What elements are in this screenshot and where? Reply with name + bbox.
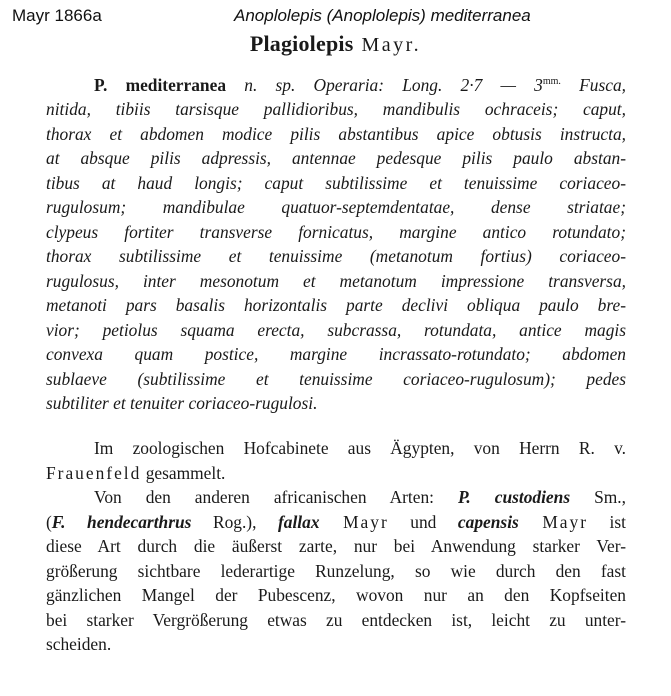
citation-header (12, 6, 659, 30)
paragraph-line: (F. hendecarthrus Rog.), fallax Mayr und capensis Mayr ist (46, 511, 626, 532)
description-line: rugulosus, inter mesonotum et metanotum impressione transversa, (46, 270, 626, 291)
description-line: thorax et abdomen modice pilis abstantibus apice obtusis instructa, (46, 123, 626, 144)
citation-label: Mayr 1866a (12, 6, 102, 25)
species-name: P. mediterranea (94, 74, 227, 95)
collector-name: Frauenfeld (46, 462, 142, 483)
genus-heading (0, 31, 671, 57)
description-line: P. mediterranea n. sp. Operaria: Long. 2·7 — $3^{mm.}$ Fusca, (46, 70, 626, 97)
description-line: convexa quam postice, margine incrassato-rotundato; abdomen (46, 344, 626, 365)
comparison-paragraph (46, 485, 626, 657)
paragraph-line: Im zoologischen Hofcabinete aus Ägypten, von Herrn R. v. (94, 438, 626, 458)
species-ref: F. hendecarthrus (51, 511, 192, 532)
paragraph-line: gänzlichen Mangel der Pubescenz, wovon nur an den Kopfseiten (46, 585, 626, 605)
paragraph-line: Von den anderen africanischen Arten: P. custodiens Sm., (94, 487, 627, 507)
species-ref: P. custodiens (458, 487, 571, 507)
description-line: subtiliter et tenuiter coriaceo-rugulosi. (46, 393, 318, 414)
paragraph-line: bei starker Vergrößerung etwas zu entdecken ist, leicht zu unter- (46, 609, 626, 630)
description-line: nitida, tibiis tarsisque pallidioribus, mandibulis ochraceis; caput, (46, 99, 626, 120)
description-line: clypeus fortiter transverse fornicatus, margine antico rotundato; (46, 221, 626, 242)
paragraph-line: scheiden. (46, 634, 112, 654)
paragraph-line: diese Art durch die äußerst zarte, nur bei Anwendung starker Ver- (46, 536, 626, 556)
genus-author: Mayr. (361, 34, 422, 56)
locality-paragraph (46, 436, 626, 485)
description-line: metanoti pars basalis horizontalis parte declivi obliqua paulo bre- (46, 295, 626, 316)
description-line: tibus at haud longis; caput subtilissime et tenuissime coriaceo- (46, 172, 626, 193)
description-line: at absque pilis adpressis, antennae pedesque pilis paulo abstan- (46, 148, 626, 169)
paragraph-line: größerung sichtbare lederartige Runzelung, so wie durch den fast (46, 560, 626, 581)
description-line: rugulosum; mandibulae quatuor-septemdentatae, dense striatae; (46, 197, 626, 218)
species-ref: fallax (277, 511, 320, 532)
description-line: sublaeve (subtilissime et tenuissime coriaceo-rugulosum); pedes (46, 368, 626, 389)
description-line: vior; petiolus squama erecta, subcrassa, rotundata, antice magis (46, 319, 626, 340)
paragraph-line: Frauenfeld gesammelt. (46, 462, 226, 483)
description-line: thorax subtilissime et tenuissime (metanotum fortius) coriaceo- (46, 246, 626, 267)
species-ref: capensis (457, 511, 519, 532)
taxon-label: Anoplolepis (Anoplolepis) mediterranea (234, 6, 531, 25)
genus-name: Plagiolepis (249, 31, 354, 56)
species-description (46, 70, 626, 416)
